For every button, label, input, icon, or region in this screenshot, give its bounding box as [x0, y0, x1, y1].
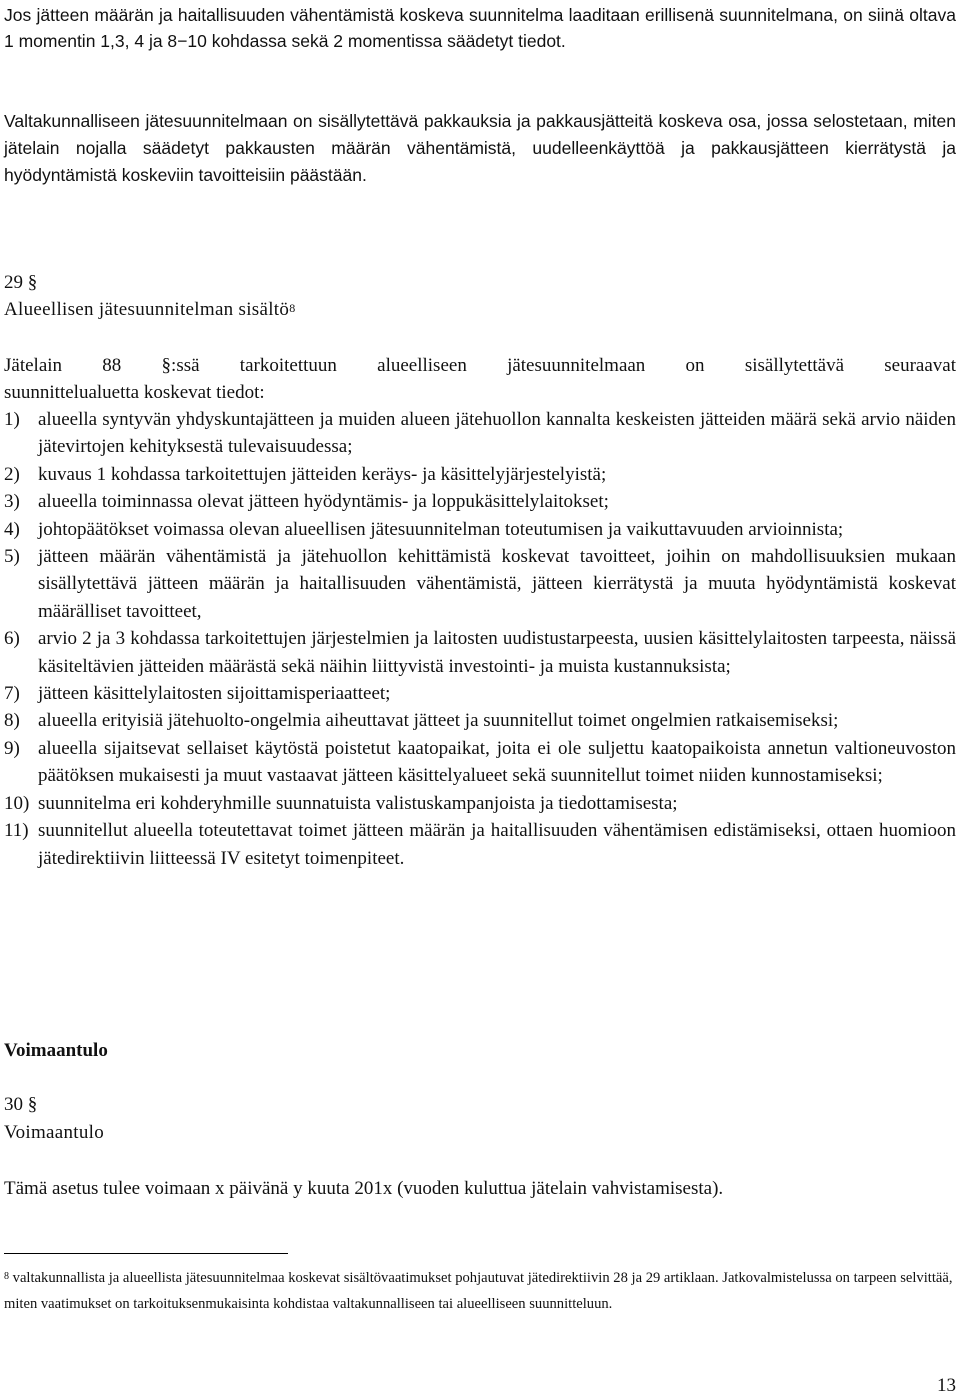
- section-30-text: Tämä asetus tulee voimaan x päivänä y kuuta 201x (vuoden kuluttua jätelain vahvistamisesta).: [4, 1178, 724, 1199]
- footnote-mark: 8: [4, 1271, 9, 1282]
- list-item: [4, 817, 956, 872]
- list-item: [4, 461, 956, 488]
- list-item: [4, 735, 956, 790]
- section-29-lead-line1: Jätelain 88 §:ssä tarkoitettuun alueelliseen jätesuunnitelmaan on sisällytettävä seuraavat: [4, 355, 956, 376]
- section-29-number: 29 §: [4, 272, 38, 293]
- section-30-title: Voimaantulo: [4, 1122, 105, 1143]
- item-text: jätteen määrän vähentämistä ja jätehuollon kehittämistä koskevat tavoitteet, joihin on mahdollisuuksien mukaan sisällytettävä jätteen määrän ja haitallisuuden vähentämistä, jätteen kierrätystä ja muuta hyödyntämistä koskevat määrälliset tavoitteet,: [38, 546, 956, 622]
- section-29-lead: [4, 353, 956, 406]
- item-number: 4): [4, 518, 20, 540]
- item-number: 5): [4, 546, 20, 568]
- section-29-item-list: [4, 406, 956, 872]
- item-text: alueella syntyvän yhdyskuntajätteen ja muiden alueen jätehuollon kannalta keskeisten jätteiden määrä sekä arvio näiden jätevirtojen kehityksestä tulevaisuudessa;: [38, 409, 956, 458]
- list-item: [4, 680, 956, 707]
- item-number: 3): [4, 491, 20, 513]
- footnote-divider: [4, 1253, 288, 1254]
- item-text: alueella sijaitsevat sellaiset käytöstä poistetut kaatopaikat, joita ei ole suljettu kaatopaikoista annetun valtioneuvoston päätöksen mukaisesti ja muut vastaavat jätteen käsittelyalueet sekä suunnitellut toimet niiden kunnostamiseksi;: [38, 737, 956, 787]
- list-item: [4, 406, 956, 461]
- item-text: alueella erityisiä jätehuolto-ongelmia aiheuttavat jätteet ja suunnitellut toimet ongelmien ratkaisemiseksi;: [38, 710, 839, 732]
- item-text: jätteen käsittelylaitosten sijoittamisperiaatteet;: [38, 683, 391, 705]
- item-number: 8): [4, 710, 20, 732]
- list-item: [4, 516, 956, 543]
- packaging-paragraph: Valtakunnalliseen jätesuunnitelmaan on sisällytettävä pakkauksia ja pakkausjätteitä koskeva osa, jossa selostetaan, miten jätelain nojalla säädetyt pakkausten määrän vähentämistä, uudelleenkäyttöä ja pakkausjätteen kierrätystä ja hyödyntämistä koskeviin tavoitteisiin päästään.: [4, 111, 956, 185]
- list-item: [4, 543, 956, 625]
- item-text: arvio 2 ja 3 kohdassa tarkoitettujen järjestelmien ja laitosten uudistustarpeesta, uusien käsittelylaitosten tarpeesta, näissä käsiteltävien jätteiden määrästä sekä näihin liittyvistä investointi- ja muista kustannuksista;: [38, 628, 956, 677]
- item-number: 6): [4, 628, 20, 650]
- footnote: [4, 1266, 956, 1316]
- section-29-title: [4, 297, 956, 324]
- list-item: [4, 488, 956, 515]
- item-number: 7): [4, 683, 20, 705]
- section-29-title-text: Alueellisen jätesuunnitelman sisältö: [4, 299, 290, 320]
- item-text: kuvaus 1 kohdassa tarkoitettujen jätteiden keräys- ja käsittelyjärjestelyistä;: [38, 463, 607, 485]
- page-number: 13: [937, 1375, 956, 1396]
- item-text: suunnitellut alueella toteutettavat toimet jätteen määrän ja haitallisuuden vähentämisen edistämiseksi, ottaen huomioon jätedirektiivin liitteessä IV esitetyt toimenpiteet.: [38, 820, 956, 869]
- list-item: [4, 625, 956, 680]
- item-text: johtopäätökset voimassa olevan alueellisen jätesuunnitelman toteutumisen ja vaikuttavuuden arvioinnista;: [38, 518, 844, 540]
- footnote-text: valtakunnallista ja alueellista jätesuunnitelmaa koskevat sisältövaatimukset pohjautuvat jätedirektiivin 28 ja 29 artiklaan. Jatkovalmistelussa on tarpeen selvittää, miten vaatimukset on tarkoituksenmukaisinta kohdistaa valtakunnalliseen tai alueelliseen suunnitteluun.: [4, 1270, 953, 1312]
- item-number: 10): [4, 792, 30, 814]
- section-30-number: 30 §: [4, 1094, 38, 1115]
- item-text: suunnitelma eri kohderyhmille suunnatuista valistuskampanjoista ja tiedottamisesta;: [38, 792, 678, 814]
- list-item: [4, 790, 956, 817]
- list-item: [4, 707, 956, 734]
- item-number: 2): [4, 463, 20, 485]
- item-number: 9): [4, 737, 20, 759]
- footnote-ref: 8: [289, 301, 296, 315]
- item-number: 1): [4, 409, 20, 430]
- item-number: 11): [4, 820, 29, 842]
- item-text: alueella toiminnassa olevat jätteen hyödyntämis- ja loppukäsittelylaitokset;: [38, 491, 609, 513]
- section-29-lead-line2: suunnittelualuetta koskevat tiedot:: [4, 381, 265, 403]
- voimaantulo-heading: Voimaantulo: [4, 1040, 108, 1061]
- intro-paragraph: Jos jätteen määrän ja haitallisuuden vähentämistä koskeva suunnitelma laaditaan erillisenä suunnitelmana, on siinä oltava 1 momentin 1,3, 4 ja 8−10 kohdassa sekä 2 momentissa säädetyt tiedot.: [4, 5, 956, 51]
